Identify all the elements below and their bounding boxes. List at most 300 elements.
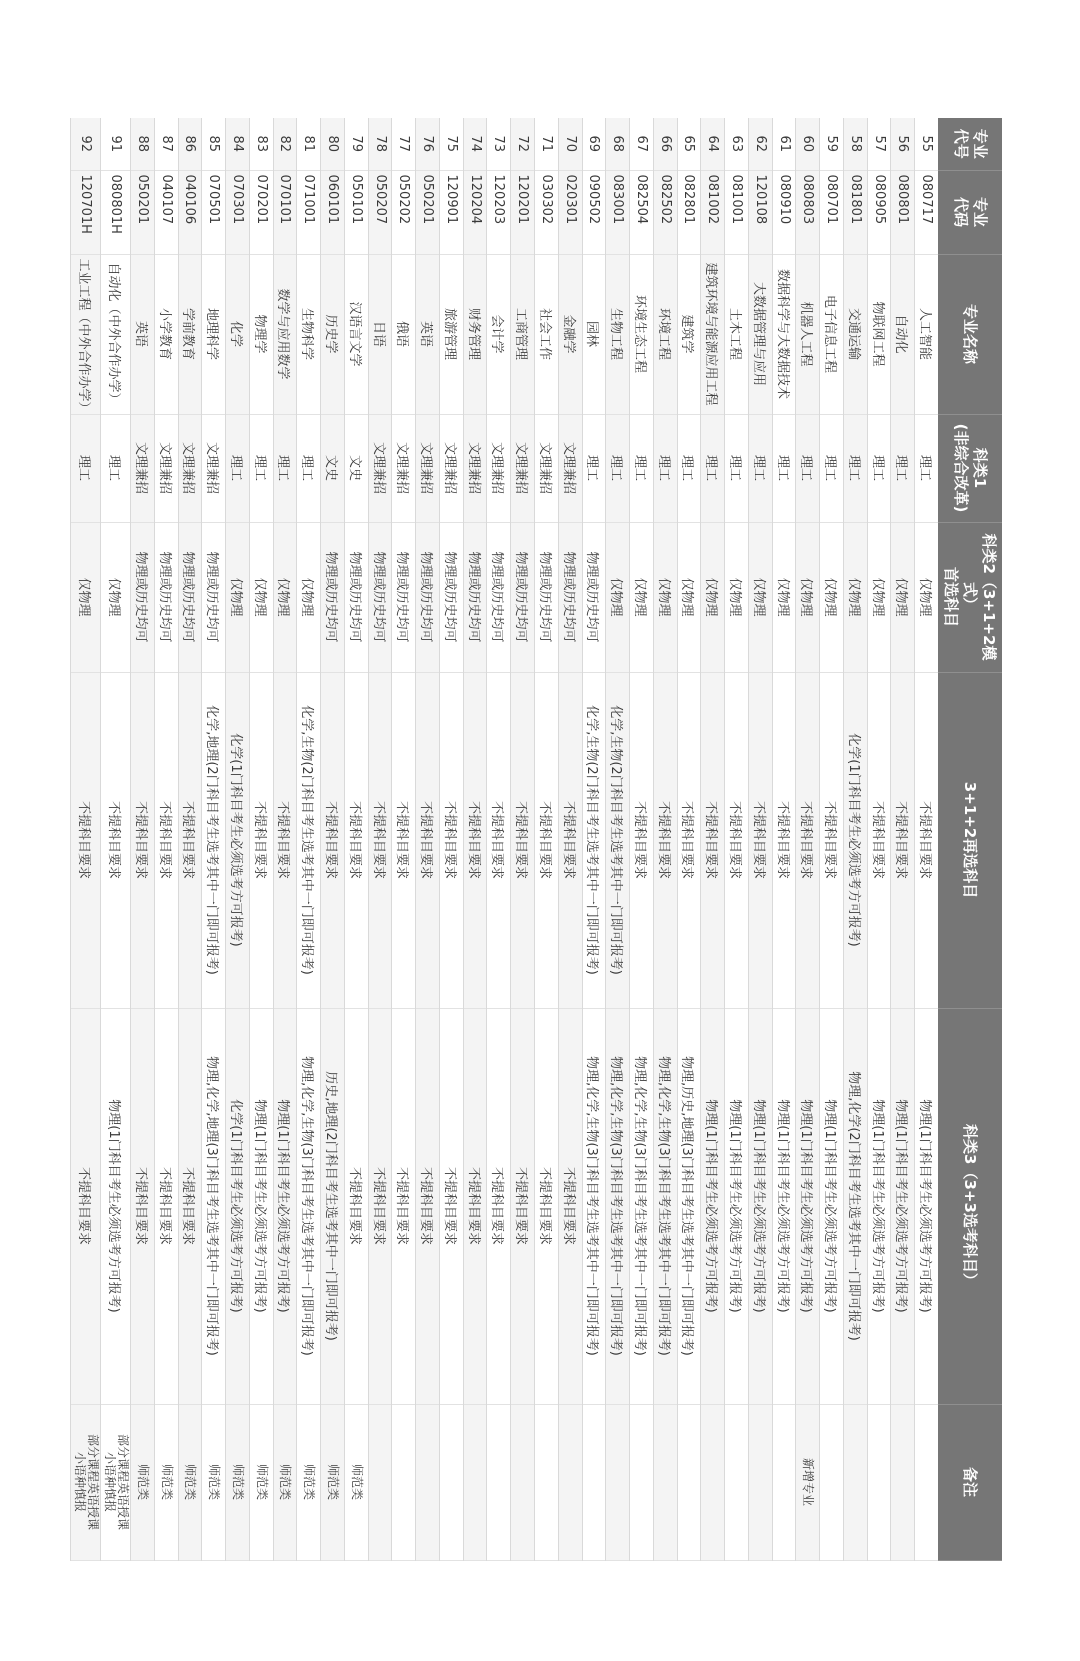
cell-code: 070201 bbox=[249, 170, 273, 254]
table-row bbox=[439, 118, 463, 1560]
cell-code: 070501 bbox=[202, 170, 226, 254]
header-req312: 3+1+2再选科目 bbox=[938, 672, 1002, 1008]
cell-req312: 不提科目要求 bbox=[653, 672, 677, 1008]
cell-name: 工商管理 bbox=[511, 254, 535, 414]
cell-cat3: 不提科目要求 bbox=[463, 1008, 487, 1404]
cell-cat3: 不提科目要求 bbox=[130, 1008, 154, 1404]
cell-cat1: 文理兼招 bbox=[178, 414, 202, 522]
cell-cat2: 物理或历史均可 bbox=[368, 522, 392, 672]
cell-note bbox=[392, 1404, 416, 1560]
cell-code: 030302 bbox=[535, 170, 559, 254]
cell-note bbox=[725, 1404, 749, 1560]
cell-note: 新增专业 bbox=[796, 1404, 820, 1560]
cell-name: 机器人工程 bbox=[796, 254, 820, 414]
cell-cat3: 物理(1门科目考生必须选考方可报考) bbox=[101, 1008, 131, 1404]
cell-cat3: 物理,历史,地理(3门科目考生选考其中一门即可报考) bbox=[677, 1008, 701, 1404]
cell-code: 083001 bbox=[606, 170, 630, 254]
cell-cat2: 仅物理 bbox=[273, 522, 297, 672]
cell-cat3: 物理(1门科目考生必须选考方可报考) bbox=[273, 1008, 297, 1404]
cell-seq: 79 bbox=[344, 118, 368, 170]
cell-code: 080701 bbox=[820, 170, 844, 254]
cell-code: 120203 bbox=[487, 170, 511, 254]
cell-cat3: 不提科目要求 bbox=[558, 1008, 582, 1404]
cell-cat1: 理工 bbox=[226, 414, 250, 522]
cell-cat3: 物理,化学,生物(3门科目考生选考其中一门即可报考) bbox=[606, 1008, 630, 1404]
cell-cat1: 文理兼招 bbox=[511, 414, 535, 522]
cell-cat1: 理工 bbox=[71, 414, 101, 522]
cell-name: 财务管理 bbox=[463, 254, 487, 414]
cell-cat1: 文理兼招 bbox=[368, 414, 392, 522]
table-row bbox=[178, 118, 202, 1560]
header-cat1: 科类1 (非综合改革) bbox=[938, 414, 1002, 522]
cell-cat2: 仅物理 bbox=[606, 522, 630, 672]
cell-req312: 不提科目要求 bbox=[891, 672, 915, 1008]
cell-cat2: 物理或历史均可 bbox=[558, 522, 582, 672]
cell-code: 120108 bbox=[748, 170, 772, 254]
cell-req312: 不提科目要求 bbox=[867, 672, 891, 1008]
cell-cat3: 不提科目要求 bbox=[392, 1008, 416, 1404]
cell-note bbox=[772, 1404, 796, 1560]
cell-req312: 不提科目要求 bbox=[392, 672, 416, 1008]
cell-note: 师范类 bbox=[344, 1404, 368, 1560]
cell-seq: 73 bbox=[487, 118, 511, 170]
cell-code: 080801 bbox=[891, 170, 915, 254]
cell-cat2: 物理或历史均可 bbox=[582, 522, 606, 672]
cell-seq: 80 bbox=[321, 118, 345, 170]
cell-code: 080717 bbox=[915, 170, 938, 254]
cell-req312: 不提科目要求 bbox=[463, 672, 487, 1008]
cell-seq: 86 bbox=[178, 118, 202, 170]
header-cat3: 科类3（3+3选考科目） bbox=[938, 1008, 1002, 1404]
cell-cat3: 不提科目要求 bbox=[344, 1008, 368, 1404]
cell-code: 120204 bbox=[463, 170, 487, 254]
cell-note bbox=[416, 1404, 440, 1560]
cell-req312: 不提科目要求 bbox=[725, 672, 749, 1008]
cell-note bbox=[701, 1404, 725, 1560]
cell-cat3: 不提科目要求 bbox=[487, 1008, 511, 1404]
cell-cat1: 理工 bbox=[796, 414, 820, 522]
header-code: 专业 代码 bbox=[938, 170, 1002, 254]
cell-req312: 不提科目要求 bbox=[368, 672, 392, 1008]
cell-name: 生物工程 bbox=[606, 254, 630, 414]
cell-name: 俄语 bbox=[392, 254, 416, 414]
cell-note bbox=[653, 1404, 677, 1560]
cell-cat2: 物理或历史均可 bbox=[344, 522, 368, 672]
cell-cat2: 仅物理 bbox=[725, 522, 749, 672]
cell-note bbox=[843, 1404, 867, 1560]
table-row bbox=[154, 118, 178, 1560]
cell-code: 090502 bbox=[582, 170, 606, 254]
cell-name: 英语 bbox=[416, 254, 440, 414]
cell-code: 060101 bbox=[321, 170, 345, 254]
cell-cat2: 物理或历史均可 bbox=[416, 522, 440, 672]
cell-note: 部分课程英语授课 小语种慎报 bbox=[71, 1404, 101, 1560]
cell-cat2: 物理或历史均可 bbox=[154, 522, 178, 672]
table-row bbox=[867, 118, 891, 1560]
cell-name: 环境工程 bbox=[653, 254, 677, 414]
cell-cat2: 仅物理 bbox=[820, 522, 844, 672]
table-row bbox=[297, 118, 321, 1560]
cell-cat2: 物理或历史均可 bbox=[511, 522, 535, 672]
table-row bbox=[653, 118, 677, 1560]
cell-req312: 不提科目要求 bbox=[154, 672, 178, 1008]
cell-code: 120901 bbox=[439, 170, 463, 254]
cell-cat2: 仅物理 bbox=[843, 522, 867, 672]
cell-name: 社会工作 bbox=[535, 254, 559, 414]
cell-name: 英语 bbox=[130, 254, 154, 414]
cell-req312: 不提科目要求 bbox=[439, 672, 463, 1008]
cell-req312: 化学,生物(2门科目考生选考其中一门即可报考) bbox=[582, 672, 606, 1008]
cell-name: 环境生态工程 bbox=[630, 254, 654, 414]
cell-cat1: 文理兼招 bbox=[416, 414, 440, 522]
cell-code: 050202 bbox=[392, 170, 416, 254]
cell-cat2: 仅物理 bbox=[653, 522, 677, 672]
table-row bbox=[130, 118, 154, 1560]
cell-cat3: 物理,化学,生物(3门科目考生选考其中一门即可报考) bbox=[582, 1008, 606, 1404]
cell-code: 050207 bbox=[368, 170, 392, 254]
cell-cat1: 文史 bbox=[344, 414, 368, 522]
cell-cat3: 物理(1门科目考生必须选考方可报考) bbox=[701, 1008, 725, 1404]
cell-req312: 化学(1门科目考生必须选考方可报考) bbox=[226, 672, 250, 1008]
cell-cat1: 理工 bbox=[891, 414, 915, 522]
cell-seq: 72 bbox=[511, 118, 535, 170]
cell-name: 汉语言文学 bbox=[344, 254, 368, 414]
cell-seq: 64 bbox=[701, 118, 725, 170]
cell-cat1: 理工 bbox=[677, 414, 701, 522]
cell-seq: 60 bbox=[796, 118, 820, 170]
cell-name: 会计学 bbox=[487, 254, 511, 414]
table-row bbox=[558, 118, 582, 1560]
cell-cat2: 仅物理 bbox=[677, 522, 701, 672]
cell-req312: 不提科目要求 bbox=[772, 672, 796, 1008]
cell-req312: 不提科目要求 bbox=[677, 672, 701, 1008]
cell-note: 师范类 bbox=[130, 1404, 154, 1560]
cell-cat3: 物理(1门科目考生必须选考方可报考) bbox=[820, 1008, 844, 1404]
cell-cat3: 物理(1门科目考生必须选考方可报考) bbox=[891, 1008, 915, 1404]
cell-cat1: 文理兼招 bbox=[154, 414, 178, 522]
cell-name: 日语 bbox=[368, 254, 392, 414]
cell-name: 学前教育 bbox=[178, 254, 202, 414]
table-row bbox=[725, 118, 749, 1560]
table-row bbox=[535, 118, 559, 1560]
table-row bbox=[582, 118, 606, 1560]
cell-cat3: 物理,化学(2门科目考生选考其中一门即可报考) bbox=[843, 1008, 867, 1404]
cell-req312: 化学,生物(2门科目考生选考其中一门即可报考) bbox=[606, 672, 630, 1008]
cell-note bbox=[915, 1404, 938, 1560]
cell-cat3: 不提科目要求 bbox=[416, 1008, 440, 1404]
cell-note: 部分课程英语授课 小语种慎报 bbox=[101, 1404, 131, 1560]
cell-name: 电子信息工程 bbox=[820, 254, 844, 414]
cell-cat1: 理工 bbox=[297, 414, 321, 522]
cell-cat1: 文理兼招 bbox=[130, 414, 154, 522]
cell-cat3: 物理,化学,地理(3门科目考生选考其中一门即可报考) bbox=[202, 1008, 226, 1404]
cell-cat3: 不提科目要求 bbox=[439, 1008, 463, 1404]
cell-req312: 化学,地理(2门科目考生选考其中一门即可报考) bbox=[202, 672, 226, 1008]
cell-cat1: 理工 bbox=[748, 414, 772, 522]
cell-req312: 不提科目要求 bbox=[321, 672, 345, 1008]
cell-cat3: 物理(1门科目考生必须选考方可报考) bbox=[725, 1008, 749, 1404]
cell-code: 081001 bbox=[725, 170, 749, 254]
cell-seq: 87 bbox=[154, 118, 178, 170]
cell-seq: 67 bbox=[630, 118, 654, 170]
cell-seq: 57 bbox=[867, 118, 891, 170]
cell-name: 人工智能 bbox=[915, 254, 938, 414]
cell-seq: 81 bbox=[297, 118, 321, 170]
cell-name: 大数据管理与应用 bbox=[748, 254, 772, 414]
cell-note: 师范类 bbox=[226, 1404, 250, 1560]
cell-note bbox=[535, 1404, 559, 1560]
table-row bbox=[606, 118, 630, 1560]
cell-cat3: 不提科目要求 bbox=[178, 1008, 202, 1404]
cell-name: 建筑环境与能源应用工程 bbox=[701, 254, 725, 414]
cell-cat2: 仅物理 bbox=[630, 522, 654, 672]
cell-cat3: 不提科目要求 bbox=[511, 1008, 535, 1404]
cell-seq: 68 bbox=[606, 118, 630, 170]
cell-code: 070101 bbox=[273, 170, 297, 254]
cell-cat3: 物理(1门科目考生必须选考方可报考) bbox=[867, 1008, 891, 1404]
cell-cat3: 不提科目要求 bbox=[71, 1008, 101, 1404]
cell-cat2: 仅物理 bbox=[71, 522, 101, 672]
cell-code: 050201 bbox=[416, 170, 440, 254]
table-row bbox=[487, 118, 511, 1560]
cell-cat2: 仅物理 bbox=[915, 522, 938, 672]
cell-code: 081002 bbox=[701, 170, 725, 254]
cell-cat3: 物理(1门科目考生必须选考方可报考) bbox=[796, 1008, 820, 1404]
cell-req312: 不提科目要求 bbox=[511, 672, 535, 1008]
cell-note bbox=[630, 1404, 654, 1560]
cell-req312: 不提科目要求 bbox=[273, 672, 297, 1008]
cell-cat1: 理工 bbox=[772, 414, 796, 522]
header-seq: 专业 代号 bbox=[938, 118, 1002, 170]
table-row bbox=[796, 118, 820, 1560]
cell-seq: 77 bbox=[392, 118, 416, 170]
cell-code: 080905 bbox=[867, 170, 891, 254]
cell-cat2: 物理或历史均可 bbox=[178, 522, 202, 672]
cell-cat2: 物理或历史均可 bbox=[487, 522, 511, 672]
cell-seq: 92 bbox=[71, 118, 101, 170]
cell-seq: 85 bbox=[202, 118, 226, 170]
cell-cat3: 物理,化学,生物(3门科目考生选考其中一门即可报考) bbox=[653, 1008, 677, 1404]
cell-req312: 不提科目要求 bbox=[796, 672, 820, 1008]
major-subject-requirements-table bbox=[70, 118, 1002, 1561]
cell-cat2: 物理或历史均可 bbox=[463, 522, 487, 672]
cell-note bbox=[487, 1404, 511, 1560]
cell-cat1: 文理兼招 bbox=[463, 414, 487, 522]
table-row bbox=[392, 118, 416, 1560]
cell-cat3: 物理(1门科目考生必须选考方可报考) bbox=[915, 1008, 938, 1404]
cell-seq: 58 bbox=[843, 118, 867, 170]
cell-code: 082504 bbox=[630, 170, 654, 254]
cell-cat2: 仅物理 bbox=[701, 522, 725, 672]
cell-seq: 71 bbox=[535, 118, 559, 170]
cell-cat1: 理工 bbox=[820, 414, 844, 522]
cell-note bbox=[606, 1404, 630, 1560]
table-row bbox=[701, 118, 725, 1560]
cell-cat2: 仅物理 bbox=[226, 522, 250, 672]
cell-note bbox=[463, 1404, 487, 1560]
cell-cat1: 文理兼招 bbox=[392, 414, 416, 522]
cell-req312: 不提科目要求 bbox=[344, 672, 368, 1008]
cell-code: 040106 bbox=[178, 170, 202, 254]
cell-seq: 88 bbox=[130, 118, 154, 170]
cell-cat2: 物理或历史均可 bbox=[321, 522, 345, 672]
cell-cat2: 物理或历史均可 bbox=[535, 522, 559, 672]
cell-cat1: 理工 bbox=[843, 414, 867, 522]
cell-cat2: 物理或历史均可 bbox=[130, 522, 154, 672]
cell-req312: 不提科目要求 bbox=[535, 672, 559, 1008]
cell-note bbox=[891, 1404, 915, 1560]
cell-cat3: 历史,地理(2门科目考生选考其中一门即可报考) bbox=[321, 1008, 345, 1404]
cell-note bbox=[368, 1404, 392, 1560]
cell-cat2: 仅物理 bbox=[101, 522, 131, 672]
cell-name: 小学教育 bbox=[154, 254, 178, 414]
cell-note: 师范类 bbox=[178, 1404, 202, 1560]
cell-note bbox=[439, 1404, 463, 1560]
table-row bbox=[843, 118, 867, 1560]
cell-seq: 91 bbox=[101, 118, 131, 170]
cell-name: 物理学 bbox=[249, 254, 273, 414]
cell-name: 数学与应用数学 bbox=[273, 254, 297, 414]
cell-code: 071001 bbox=[297, 170, 321, 254]
cell-cat1: 理工 bbox=[867, 414, 891, 522]
cell-seq: 56 bbox=[891, 118, 915, 170]
cell-seq: 78 bbox=[368, 118, 392, 170]
cell-cat2: 物理或历史均可 bbox=[392, 522, 416, 672]
cell-code: 120201 bbox=[511, 170, 535, 254]
cell-req312: 不提科目要求 bbox=[748, 672, 772, 1008]
cell-req312: 不提科目要求 bbox=[130, 672, 154, 1008]
cell-cat2: 仅物理 bbox=[772, 522, 796, 672]
cell-note bbox=[820, 1404, 844, 1560]
cell-name: 土木工程 bbox=[725, 254, 749, 414]
table-row bbox=[321, 118, 345, 1560]
cell-cat3: 不提科目要求 bbox=[535, 1008, 559, 1404]
cell-cat2: 物理或历史均可 bbox=[439, 522, 463, 672]
cell-cat1: 文史 bbox=[321, 414, 345, 522]
table-row bbox=[344, 118, 368, 1560]
cell-code: 080803 bbox=[796, 170, 820, 254]
table-row bbox=[368, 118, 392, 1560]
table-row bbox=[463, 118, 487, 1560]
cell-seq: 62 bbox=[748, 118, 772, 170]
table-row bbox=[891, 118, 915, 1560]
cell-seq: 83 bbox=[249, 118, 273, 170]
cell-note: 师范类 bbox=[202, 1404, 226, 1560]
table-row bbox=[226, 118, 250, 1560]
cell-code: 070301 bbox=[226, 170, 250, 254]
cell-cat1: 理工 bbox=[701, 414, 725, 522]
cell-req312: 不提科目要求 bbox=[558, 672, 582, 1008]
cell-req312: 不提科目要求 bbox=[701, 672, 725, 1008]
cell-name: 工业工程（中外合作办学） bbox=[71, 254, 101, 414]
cell-seq: 55 bbox=[915, 118, 938, 170]
cell-note bbox=[867, 1404, 891, 1560]
cell-cat1: 理工 bbox=[273, 414, 297, 522]
cell-cat2: 仅物理 bbox=[796, 522, 820, 672]
cell-cat1: 理工 bbox=[915, 414, 938, 522]
header-name: 专业名称 bbox=[938, 254, 1002, 414]
cell-cat2: 仅物理 bbox=[867, 522, 891, 672]
cell-cat1: 理工 bbox=[101, 414, 131, 522]
cell-cat3: 化学(1门科目考生必须选考方可报考) bbox=[226, 1008, 250, 1404]
cell-name: 自动化（中外合作办学） bbox=[101, 254, 131, 414]
cell-req312: 不提科目要求 bbox=[249, 672, 273, 1008]
cell-name: 金融学 bbox=[558, 254, 582, 414]
table-header-row bbox=[938, 118, 1002, 1560]
table-row bbox=[416, 118, 440, 1560]
cell-cat1: 文理兼招 bbox=[202, 414, 226, 522]
cell-req312: 不提科目要求 bbox=[820, 672, 844, 1008]
cell-note bbox=[511, 1404, 535, 1560]
cell-seq: 69 bbox=[582, 118, 606, 170]
cell-cat1: 文理兼招 bbox=[439, 414, 463, 522]
cell-code: 080910 bbox=[772, 170, 796, 254]
cell-cat1: 文理兼招 bbox=[487, 414, 511, 522]
cell-cat3: 物理,化学,生物(3门科目考生选考其中一门即可报考) bbox=[630, 1008, 654, 1404]
table-row bbox=[71, 118, 101, 1560]
cell-cat1: 理工 bbox=[630, 414, 654, 522]
cell-cat2: 仅物理 bbox=[891, 522, 915, 672]
cell-code: 120701H bbox=[71, 170, 101, 254]
cell-note: 师范类 bbox=[154, 1404, 178, 1560]
cell-cat1: 文理兼招 bbox=[535, 414, 559, 522]
cell-note: 师范类 bbox=[249, 1404, 273, 1560]
table-row bbox=[273, 118, 297, 1560]
cell-seq: 61 bbox=[772, 118, 796, 170]
table-row bbox=[772, 118, 796, 1560]
cell-cat1: 理工 bbox=[606, 414, 630, 522]
cell-code: 020301 bbox=[558, 170, 582, 254]
cell-seq: 65 bbox=[677, 118, 701, 170]
cell-req312: 不提科目要求 bbox=[101, 672, 131, 1008]
cell-seq: 82 bbox=[273, 118, 297, 170]
cell-req312: 不提科目要求 bbox=[487, 672, 511, 1008]
cell-cat3: 不提科目要求 bbox=[368, 1008, 392, 1404]
cell-name: 地理科学 bbox=[202, 254, 226, 414]
table-row bbox=[202, 118, 226, 1560]
cell-name: 物联网工程 bbox=[867, 254, 891, 414]
cell-req312: 不提科目要求 bbox=[178, 672, 202, 1008]
cell-name: 建筑学 bbox=[677, 254, 701, 414]
cell-seq: 74 bbox=[463, 118, 487, 170]
cell-code: 050101 bbox=[344, 170, 368, 254]
cell-seq: 75 bbox=[439, 118, 463, 170]
cell-seq: 59 bbox=[820, 118, 844, 170]
cell-seq: 84 bbox=[226, 118, 250, 170]
table-row bbox=[677, 118, 701, 1560]
cell-seq: 63 bbox=[725, 118, 749, 170]
table-row bbox=[101, 118, 131, 1560]
cell-code: 082502 bbox=[653, 170, 677, 254]
cell-seq: 66 bbox=[653, 118, 677, 170]
cell-cat1: 理工 bbox=[725, 414, 749, 522]
table-row bbox=[915, 118, 938, 1560]
cell-cat3: 物理(1门科目考生必须选考方可报考) bbox=[772, 1008, 796, 1404]
cell-note bbox=[677, 1404, 701, 1560]
cell-cat1: 理工 bbox=[653, 414, 677, 522]
cell-note: 师范类 bbox=[297, 1404, 321, 1560]
cell-req312: 化学(1门科目考生必须选考方可报考) bbox=[843, 672, 867, 1008]
cell-name: 自动化 bbox=[891, 254, 915, 414]
cell-name: 历史学 bbox=[321, 254, 345, 414]
cell-cat2: 物理或历史均可 bbox=[202, 522, 226, 672]
table-row bbox=[820, 118, 844, 1560]
cell-code: 080801H bbox=[101, 170, 131, 254]
cell-cat3: 不提科目要求 bbox=[154, 1008, 178, 1404]
table-row bbox=[748, 118, 772, 1560]
cell-cat2: 仅物理 bbox=[249, 522, 273, 672]
table-row bbox=[511, 118, 535, 1560]
